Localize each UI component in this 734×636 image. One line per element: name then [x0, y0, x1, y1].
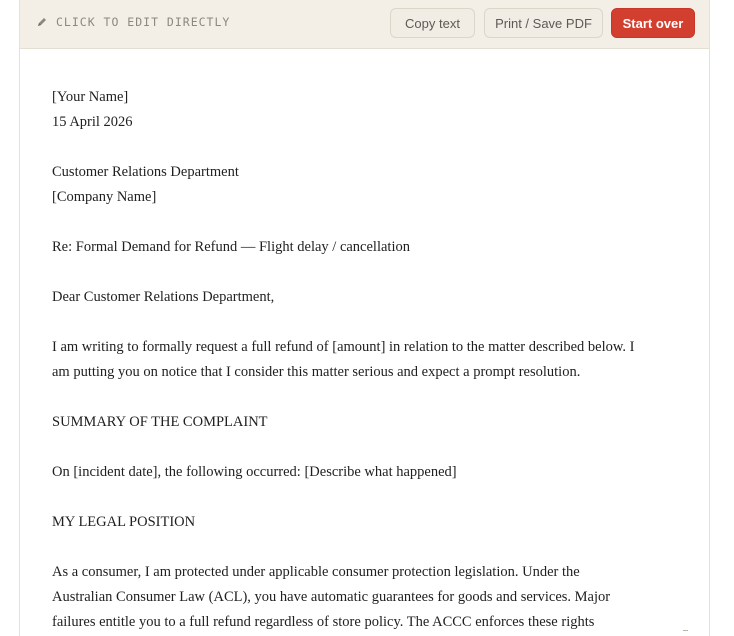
edit-hint: [36, 15, 230, 29]
sender-block: [52, 85, 688, 135]
salutation: Dear Customer Relations Department,: [52, 289, 275, 305]
recipient-company: [Company Name]: [52, 189, 157, 205]
legal-heading: MY LEGAL POSITION: [52, 514, 196, 530]
recipient-block: [52, 160, 688, 210]
scroll-indicator: [683, 630, 688, 631]
sender-name: [Your Name]: [52, 89, 129, 105]
recipient-department: Customer Relations Department: [52, 164, 239, 180]
pencil-icon: [36, 16, 48, 28]
document-frame: [19, 0, 710, 636]
copy-text-button[interactable]: [390, 8, 475, 38]
start-over-label: Start over: [622, 15, 684, 31]
intro-paragraph: [52, 335, 688, 385]
summary-heading: SUMMARY OF THE COMPLAINT: [52, 414, 268, 430]
summary-paragraph: On [incident date], the following occurred: [Describe what happened]: [52, 464, 457, 480]
legal-line-1: As a consumer, I am protected under applicable consumer protection legislation. Under the: [52, 564, 580, 580]
copy-text-label: Copy text: [405, 15, 460, 31]
subject-line: Re: Formal Demand for Refund — Flight delay / cancellation: [52, 239, 410, 255]
legal-line-3: failures entitle you to a full refund regardless of store policy. The ACCC enforces these rights: [52, 614, 595, 630]
letter-editor[interactable]: [52, 85, 688, 636]
letter-date: 15 April 2026: [52, 114, 133, 130]
legal-line-2: Australian Consumer Law (ACL), you have automatic guarantees for goods and services. Major: [52, 589, 611, 605]
legal-paragraph: [52, 560, 688, 635]
edit-hint-label: CLICK TO EDIT DIRECTLY: [56, 15, 231, 29]
start-over-button[interactable]: [611, 8, 695, 38]
intro-line-1: I am writing to formally request a full refund of [amount] in relation to the matter described below. I: [52, 339, 635, 355]
toolbar: [20, 0, 709, 49]
intro-line-2: am putting you on notice that I consider this matter serious and expect a prompt resolution.: [52, 364, 581, 380]
print-save-pdf-label: Print / Save PDF: [495, 15, 592, 31]
print-save-pdf-button[interactable]: [484, 8, 603, 38]
